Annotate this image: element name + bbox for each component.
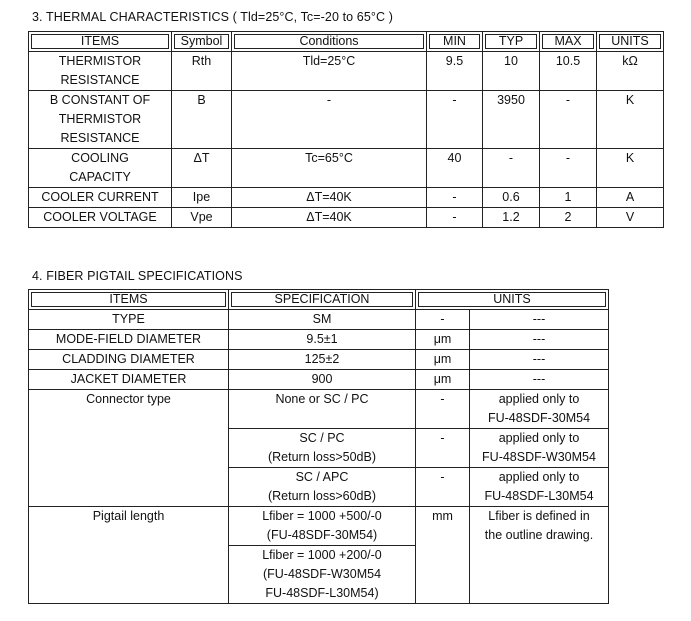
note-cell [470,429,609,468]
table-row [29,507,609,546]
max-cell: 2 [540,208,597,228]
item-cell: TYPE [29,310,229,330]
header-conditions: Conditions [232,32,427,52]
spec-cell [229,429,416,468]
max-cell: 1 [540,188,597,208]
item-cell [29,149,172,188]
item-cell: COOLER CURRENT [29,188,172,208]
typ-cell: 1.2 [483,208,540,228]
item-line: CAPACITY [69,170,131,184]
spec-line: Lfiber = 1000 +200/-0 [262,548,382,562]
spec-cell: 900 [229,370,416,390]
item-cell: CLADDING DIAMETER [29,350,229,370]
note-line: applied only to [498,431,580,445]
unit-cell: - [416,310,470,330]
units-cell: V [597,208,664,228]
table-row [29,208,664,228]
item-cell: JACKET DIAMETER [29,370,229,390]
header-typ: TYP [483,32,540,52]
item-line: THERMISTOR [58,112,142,126]
note-line: applied only to [498,392,580,406]
spec-cell [229,390,416,429]
connector-type-cell: Connector type [29,390,229,507]
unit-cell: μm [416,350,470,370]
item-cell [29,91,172,149]
min-cell: - [427,91,483,149]
thermal-header-row [29,32,664,52]
item-cell: MODE-FIELD DIAMETER [29,330,229,350]
symbol-cell: B [172,91,232,149]
spec-line: (FU-48SDF-30M54) [266,528,378,542]
min-cell: - [427,208,483,228]
note-cell: --- [470,330,609,350]
typ-cell: 0.6 [483,188,540,208]
min-cell: 40 [427,149,483,188]
unit-cell: - [416,468,470,507]
note-line: applied only to [498,470,580,484]
note-line: FU-48SDF-W30M54 [482,450,596,464]
note-cell [470,390,609,429]
spec-line: SC / APC [295,470,349,484]
units-cell: K [597,149,664,188]
spec-line: (Return loss>60dB) [267,489,377,503]
pigtail-length-cell: Pigtail length [29,507,229,604]
table-row [29,149,664,188]
conditions-cell: Tc=65°C [232,149,427,188]
item-line: THERMISTOR [58,54,142,68]
max-cell: - [540,149,597,188]
spec-line: FU-48SDF-L30M54) [265,586,379,600]
item-cell [29,52,172,91]
thermal-table [28,31,664,228]
item-line: RESISTANCE [60,131,140,145]
typ-cell: 10 [483,52,540,91]
item-line: COOLING [71,151,129,165]
table-row [29,52,664,91]
note-line: Lfiber is defined in [488,509,590,523]
units-cell: K [597,91,664,149]
spec-line: (FU-48SDF-W30M54 [262,567,382,581]
header-units: UNITS [597,32,664,52]
conditions-cell: ΔT=40K [232,188,427,208]
spec-line: None or SC / PC [275,392,369,406]
spec-cell: 125±2 [229,350,416,370]
note-line: the outline drawing. [484,528,594,542]
item-line: B CONSTANT OF [49,93,151,107]
typ-cell: 3950 [483,91,540,149]
header-min: MIN [427,32,483,52]
table-row [29,350,609,370]
fiber-section-title: 4. FIBER PIGTAIL SPECIFICATIONS [32,269,243,283]
header-specification: SPECIFICATION [229,290,416,310]
spec-line: (Return loss>50dB) [267,450,377,464]
conditions-cell: ΔT=40K [232,208,427,228]
header-symbol: Symbol [172,32,232,52]
symbol-cell: Vpe [172,208,232,228]
spec-line: SC / PC [299,431,345,445]
spec-cell [229,546,416,604]
header-units: UNITS [416,290,609,310]
units-cell: kΩ [597,52,664,91]
max-cell: 10.5 [540,52,597,91]
thermal-section-title: 3. THERMAL CHARACTERISTICS ( Tld=25°C, Tc=-20 to 65°C ) [32,10,393,24]
unit-cell: - [416,429,470,468]
units-cell: A [597,188,664,208]
table-row [29,310,609,330]
spec-cell [229,468,416,507]
conditions-cell: Tld=25°C [232,52,427,91]
unit-cell: mm [416,507,470,604]
unit-cell: μm [416,330,470,350]
spec-line: Lfiber = 1000 +500/-0 [262,509,382,523]
min-cell: - [427,188,483,208]
spec-cell: 9.5±1 [229,330,416,350]
note-cell [470,507,609,604]
item-cell: COOLER VOLTAGE [29,208,172,228]
note-cell [470,468,609,507]
unit-cell: - [416,390,470,429]
note-cell: --- [470,310,609,330]
table-row [29,188,664,208]
typ-cell: - [483,149,540,188]
spec-cell: SM [229,310,416,330]
unit-cell: μm [416,370,470,390]
fiber-table [28,289,609,604]
table-row [29,330,609,350]
table-row [29,390,609,429]
header-items: ITEMS [29,290,229,310]
conditions-cell: - [232,91,427,149]
fiber-header-row [29,290,609,310]
min-cell: 9.5 [427,52,483,91]
symbol-cell: Rth [172,52,232,91]
table-row [29,370,609,390]
header-max: MAX [540,32,597,52]
note-cell: --- [470,370,609,390]
symbol-cell: ΔT [172,149,232,188]
item-line: RESISTANCE [60,73,140,87]
note-cell: --- [470,350,609,370]
note-line: FU-48SDF-30M54 [487,411,591,425]
max-cell: - [540,91,597,149]
spec-cell [229,507,416,546]
symbol-cell: Ipe [172,188,232,208]
header-items: ITEMS [29,32,172,52]
table-row [29,91,664,149]
note-line: FU-48SDF-L30M54 [484,489,594,503]
